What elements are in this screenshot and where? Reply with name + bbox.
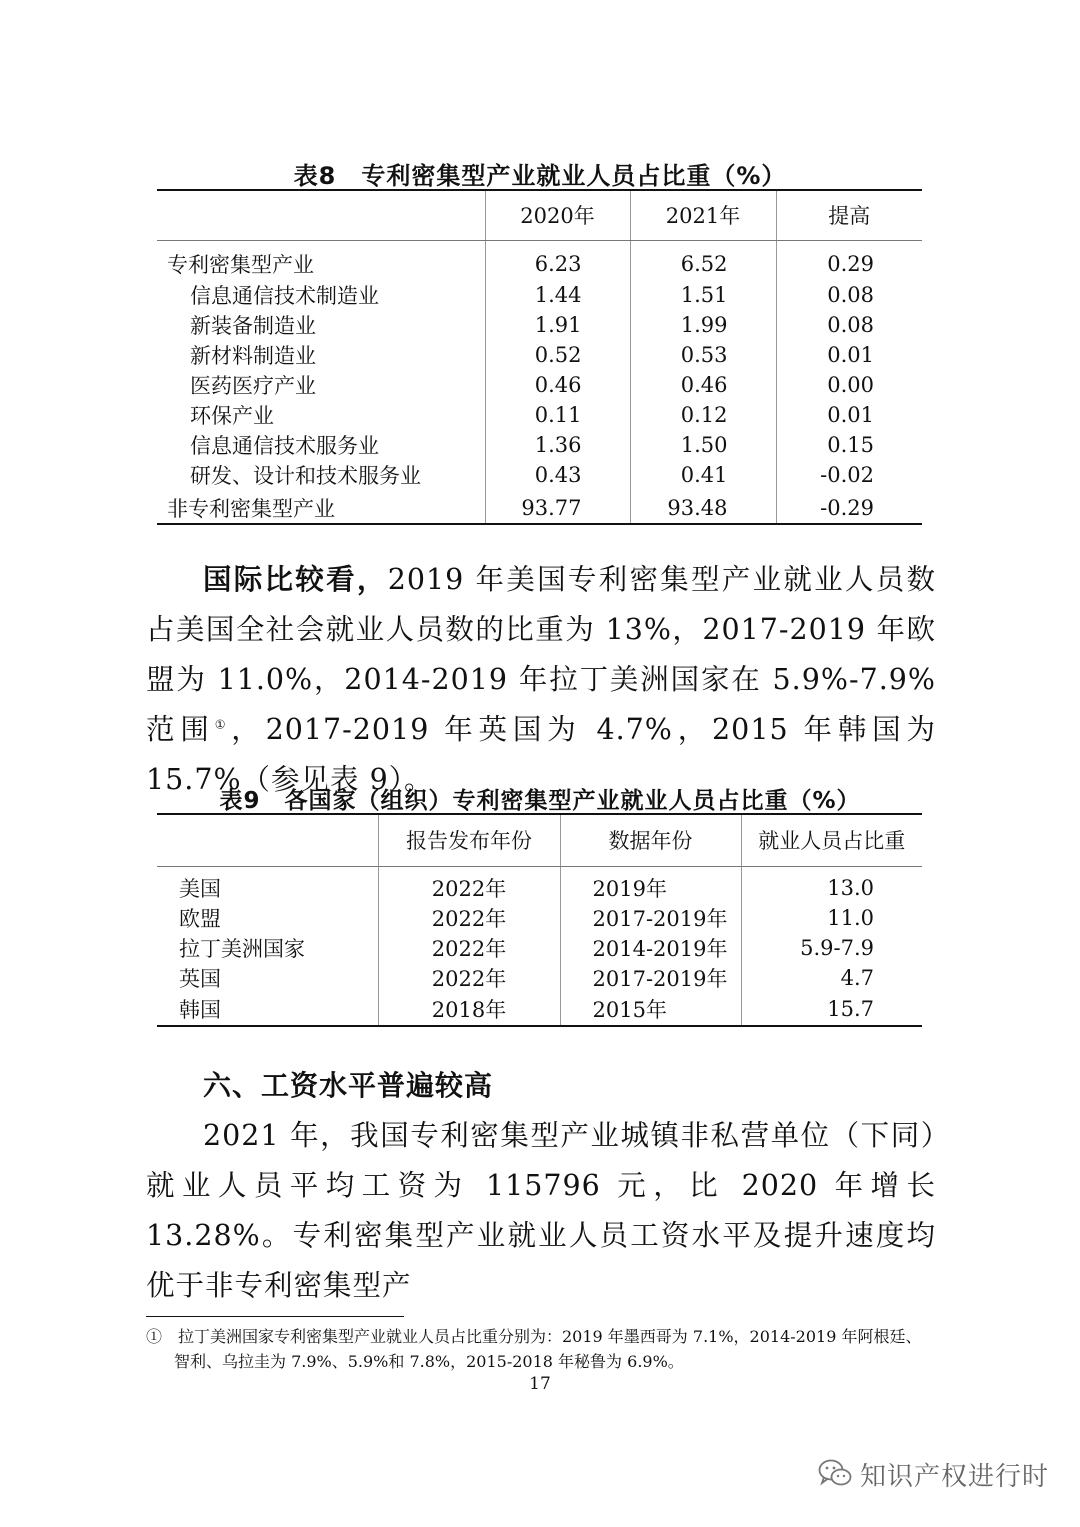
table8-value-2021: 0.12	[630, 400, 776, 430]
table8-value-2020: 6.23	[485, 240, 630, 280]
table8-value-2021: 0.46	[630, 370, 776, 400]
table8-value-increase: 0.15	[776, 430, 922, 460]
table8-value-2020: 1.36	[485, 430, 630, 460]
table8-header-2021: 2021年	[630, 190, 776, 240]
table9-share: 15.7	[741, 993, 922, 1026]
table9-header-share: 就业人员占比重	[741, 814, 922, 866]
table9-row	[157, 993, 922, 1026]
paragraph-text-a: 2019 年美国专利密集型产业就业人员数占美国全社会就业人员数的比重为 13%，2017-2019 年欧盟为 11.0%，2014-2019 年拉丁美洲国家在 5.9%-7.9%范围	[146, 563, 936, 746]
table9-report-year: 2022年	[378, 933, 560, 963]
footnote-divider	[146, 1316, 404, 1317]
table9-header-report-year: 报告发布年份	[378, 814, 560, 866]
table8-row-label: 医药医疗产业	[190, 374, 316, 398]
table8-value-increase: -0.29	[776, 490, 922, 524]
table8-value-2020: 1.44	[485, 280, 630, 310]
watermark-text: 知识产权进行时	[860, 1462, 1050, 1492]
table8-value-2021: 93.48	[630, 490, 776, 524]
table9-data-year: 2017-2019年	[560, 963, 741, 993]
table8-value-2021: 0.53	[630, 340, 776, 370]
paragraph-text-b: ，2017-2019 年英国为 4.7%，2015 年韩国为 15.7%（参见表 9）。	[146, 713, 936, 796]
table9-share: 5.9-7.9	[741, 933, 922, 963]
table8-value-increase: 0.29	[776, 240, 922, 280]
table8-row-label: 专利密集型产业	[167, 253, 314, 278]
table8-row-label: 新材料制造业	[190, 344, 316, 368]
table8-value-increase: 0.01	[776, 400, 922, 430]
table8-caption: 表8 专利密集型产业就业人员占比重（%）	[293, 162, 787, 190]
table8-value-2021: 6.52	[630, 240, 776, 280]
table8-value-increase: 0.08	[776, 280, 922, 310]
footnote-marker[interactable]: ①	[214, 717, 232, 732]
table8-row	[157, 430, 922, 460]
table9-report-year: 2022年	[378, 963, 560, 993]
table9-row	[157, 963, 922, 993]
table9-share: 11.0	[741, 903, 922, 933]
table8-row	[157, 460, 922, 490]
table8-value-2020: 0.43	[485, 460, 630, 490]
table8-row-label: 环保产业	[190, 404, 274, 428]
table8-value-2021: 1.50	[630, 430, 776, 460]
table8-value-2020: 0.11	[485, 400, 630, 430]
table8-value-2020: 0.46	[485, 370, 630, 400]
footnote	[146, 1324, 936, 1374]
table8	[157, 189, 922, 525]
paragraph-lead: 国际比较看，	[203, 563, 388, 596]
table9-share: 4.7	[741, 963, 922, 993]
table8-value-2021: 0.41	[630, 460, 776, 490]
table8-header-increase: 提高	[776, 190, 922, 240]
table8-value-2021: 1.51	[630, 280, 776, 310]
table8-value-increase: 0.01	[776, 340, 922, 370]
table8-value-increase: 0.00	[776, 370, 922, 400]
table9-country: 拉丁美洲国家	[179, 936, 305, 961]
table8-row-label: 信息通信技术服务业	[190, 434, 379, 458]
table8-row	[157, 370, 922, 400]
table9-data-year: 2014-2019年	[560, 933, 741, 963]
table9-header-blank	[157, 814, 378, 866]
table9-country: 韩国	[179, 997, 221, 1022]
table9-country: 欧盟	[179, 906, 221, 931]
table8-header-row	[157, 190, 922, 240]
table9-data-year: 2019年	[560, 866, 741, 903]
table9	[157, 813, 922, 1027]
wechat-icon	[818, 1458, 852, 1492]
table9-row	[157, 866, 922, 903]
table8-header-2020: 2020年	[485, 190, 630, 240]
table9-country: 美国	[179, 876, 221, 901]
section-heading: 六、工资水平普遍较高	[203, 1069, 494, 1102]
table8-row	[157, 400, 922, 430]
table8-row	[157, 280, 922, 310]
table8-value-2021: 1.99	[630, 310, 776, 340]
table9-data-year: 2015年	[560, 993, 741, 1026]
table9-report-year: 2022年	[378, 866, 560, 903]
table8-value-increase: 0.08	[776, 310, 922, 340]
table8-value-2020: 93.77	[485, 490, 630, 524]
table9-data-year: 2017-2019年	[560, 903, 741, 933]
table9-row	[157, 933, 922, 963]
table8-row	[157, 240, 922, 280]
watermark	[818, 1456, 1049, 1493]
table8-row-label: 新装备制造业	[190, 314, 316, 338]
table8-value-2020: 0.52	[485, 340, 630, 370]
table9-header-data-year: 数据年份	[560, 814, 741, 866]
table9-report-year: 2022年	[378, 903, 560, 933]
table8-header-blank	[157, 190, 485, 240]
table9-share: 13.0	[741, 866, 922, 903]
page-number: 17	[529, 1374, 551, 1394]
footnote-text: ① 拉丁美洲国家专利密集型产业就业人员占比重分别为：2019 年墨西哥为 7.1%，2014-2019 年阿根廷、智利、乌拉圭为 7.9%、5.9%和 7.8%，2015-2018 年秘鲁为 6.9%。	[146, 1327, 922, 1371]
table8-value-2020: 1.91	[485, 310, 630, 340]
table8-value-increase: -0.02	[776, 460, 922, 490]
table9-country: 英国	[179, 966, 221, 991]
table9-header-row	[157, 814, 922, 866]
table8-row-label: 信息通信技术制造业	[190, 284, 379, 308]
table9-report-year: 2018年	[378, 993, 560, 1026]
table8-row-label: 研发、设计和技术服务业	[190, 464, 421, 488]
table8-row	[157, 490, 922, 524]
table8-row	[157, 310, 922, 340]
table8-row-label: 非专利密集型产业	[167, 497, 335, 521]
paragraph-international-comparison	[146, 555, 936, 805]
table9-caption: 表9 各国家（组织）专利密集型产业就业人员占比重（%）	[219, 788, 861, 814]
paragraph-wages: 2021 年，我国专利密集型产业城镇非私营单位（下同）就业人员平均工资为 115796 元，比 2020 年增长 13.28%。专利密集型产业就业人员工资水平及提升速度均优于非专利密集型产	[146, 1119, 936, 1302]
table8-row	[157, 340, 922, 370]
table9-row	[157, 903, 922, 933]
